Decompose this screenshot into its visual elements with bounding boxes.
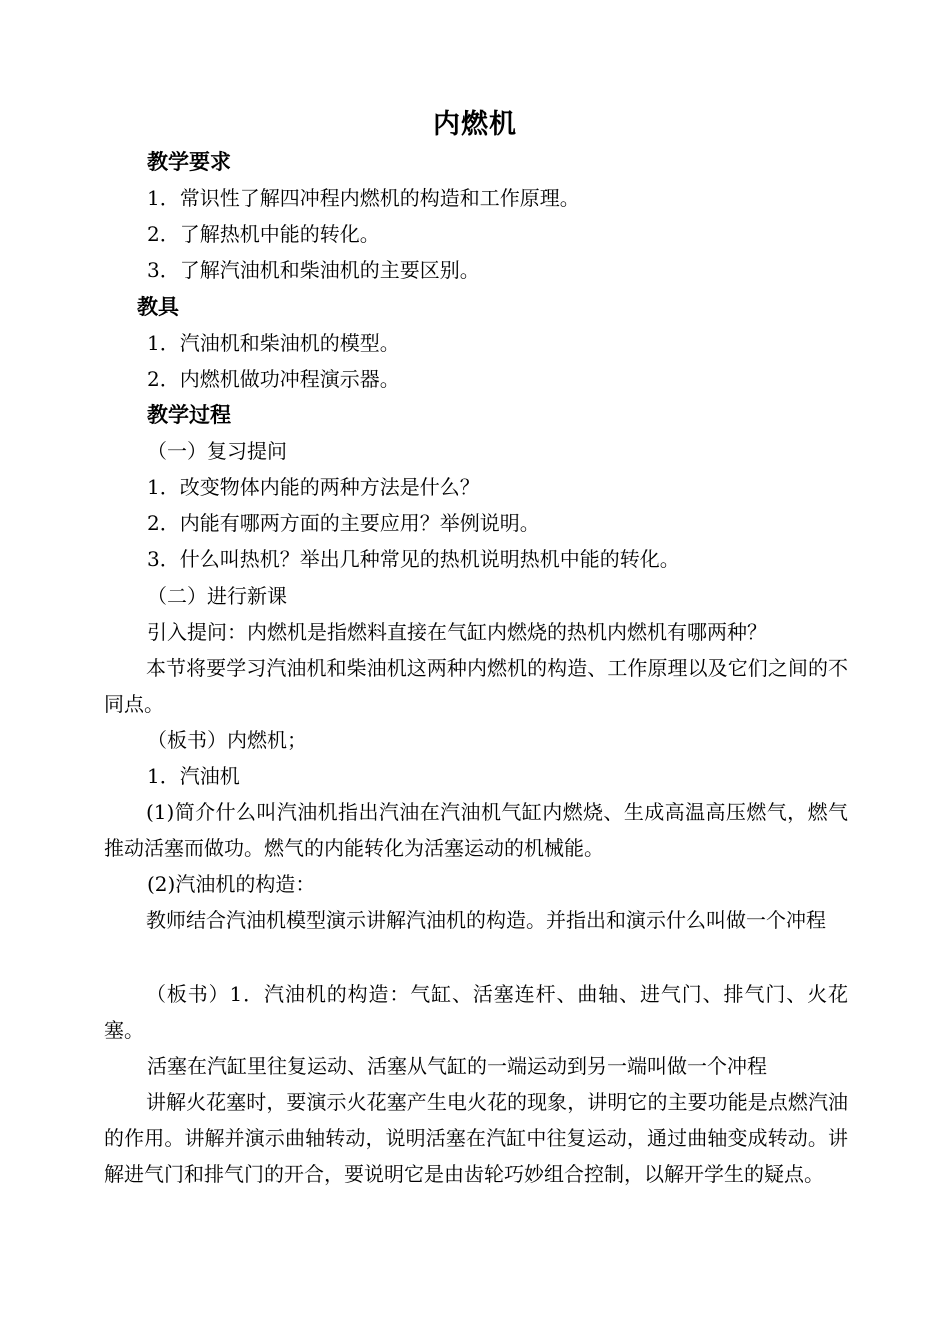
- heading-process: 教学过程: [147, 402, 231, 427]
- board-structure-paragraph: （板书）1．汽油机的构造：气缸、活塞连杆、曲轴、进气门、排气门、火花塞。: [104, 982, 848, 1042]
- gasoline-intro-paragraph: (1)简介什么叫汽油机指出汽油在汽油机气缸内燃烧、生成高温高压燃气，燃气推动活塞而做功。燃气的内能转化为活塞运动的机械能。: [104, 800, 848, 860]
- overview-paragraph: 本节将要学习汽油机和柴油机这两种内燃机的构造、工作原理以及它们之间的不同点。: [104, 656, 848, 716]
- spark-plug-paragraph: 讲解火花塞时，要演示火花塞产生电火花的现象，讲明它的主要功能是点燃汽油的作用。讲解并演示曲轴转动，说明活塞在汽缸中往复运动，通过曲轴变成转动。讲解进气门和排气门的开合，要说明它是由齿轮巧妙组合控制，以解开学生的疑点。: [104, 1090, 848, 1186]
- review-item-2: 2．内能有哪两方面的主要应用？举例说明。: [147, 511, 540, 535]
- tools-item-1: 1．汽油机和柴油机的模型。: [147, 331, 400, 355]
- review-label: （一）复习提问: [147, 439, 287, 463]
- new-lesson-label: （二）进行新课: [147, 584, 287, 608]
- heading-tools: 教具: [137, 294, 179, 319]
- structure-heading: (2)汽油机的构造：: [147, 872, 316, 896]
- demo-paragraph: 教师结合汽油机模型演示讲解汽油机的构造。并指出和演示什么叫做一个冲程: [146, 908, 826, 932]
- tools-item-2: 2．内燃机做功冲程演示器。: [147, 367, 400, 391]
- review-item-3: 3．什么叫热机？举出几种常见的热机说明热机中能的转化。: [147, 547, 680, 571]
- heading-requirements: 教学要求: [147, 149, 231, 174]
- review-item-1: 1．改变物体内能的两种方法是什么？: [147, 475, 480, 499]
- gasoline-heading: 1．汽油机: [147, 764, 240, 788]
- stroke-definition: 活塞在汽缸里往复运动、活塞从气缸的一端运动到另一端叫做一个冲程: [147, 1054, 767, 1078]
- document-title: 内燃机: [433, 109, 517, 140]
- requirement-item-3: 3．了解汽油机和柴油机的主要区别。: [147, 258, 480, 282]
- requirement-item-1: 1．常识性了解四冲程内燃机的构造和工作原理。: [147, 186, 580, 210]
- intro-question: 引入提问：内燃机是指燃料直接在气缸内燃烧的热机内燃机有哪两种？: [147, 620, 767, 644]
- requirement-item-2: 2．了解热机中能的转化。: [147, 222, 380, 246]
- board-title: （板书）内燃机；: [147, 728, 307, 752]
